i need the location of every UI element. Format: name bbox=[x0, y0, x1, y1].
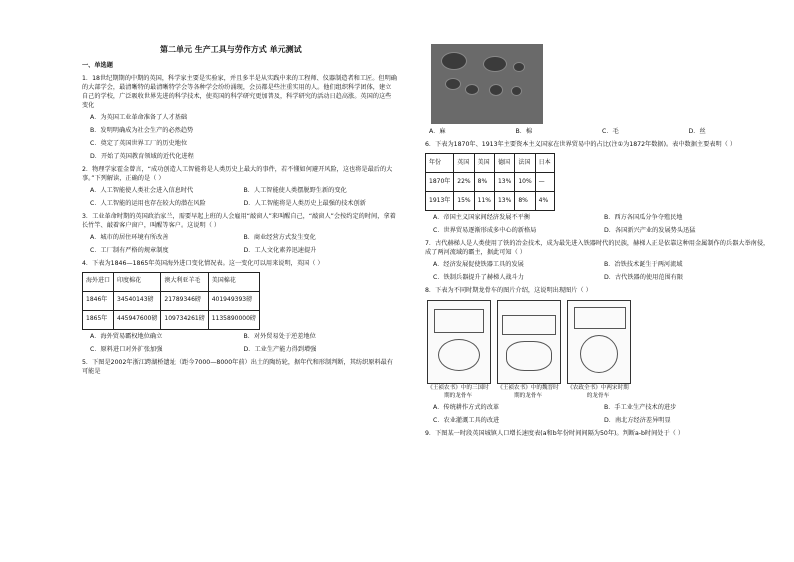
table-cell: 德国 bbox=[494, 153, 514, 172]
table-cell: 印度棉花 bbox=[114, 272, 161, 291]
question-2 bbox=[82, 166, 397, 209]
question-3 bbox=[82, 213, 397, 256]
question-4-option-c: C．原料进口对外扩张加强 bbox=[90, 345, 163, 353]
question-8-option-c: C．农业灌溉工具的改进 bbox=[433, 416, 500, 424]
question-8-option-a: A．传统耕作方式的改革 bbox=[433, 403, 500, 411]
question-3-option-d: D．工人文化素养迅速提升 bbox=[243, 246, 317, 254]
question-1-option-a: A．为英国工业革命准备了人才基础 bbox=[90, 113, 188, 121]
question-9 bbox=[425, 430, 775, 439]
table-row bbox=[426, 191, 555, 210]
table-cell: 10% bbox=[515, 172, 535, 191]
table-cell: 1865年 bbox=[83, 310, 114, 329]
table-cell: 445947600磅 bbox=[114, 310, 161, 329]
question-3-option-a: A．城市的居住环境有所改善 bbox=[90, 233, 169, 241]
question-6-option-b: B．西方各国瓜分争夺殖民地 bbox=[604, 213, 683, 221]
left-column bbox=[82, 44, 397, 377]
table-cell: 英国 bbox=[454, 153, 474, 172]
question-7-option-d: D．古代铁器的使用范围有限 bbox=[604, 273, 684, 281]
table-row bbox=[426, 153, 555, 172]
question-6-stem: 6．下表为1870年、1913年主要资本主义国家在世界贸易中的占比(注①为1872年数据)。表中数据主要表明（ ） bbox=[425, 140, 737, 148]
table-cell: 1913年 bbox=[426, 191, 454, 210]
question-6-option-a: A．帝国主义国家间经济发展不平衡 bbox=[433, 213, 531, 221]
question-4 bbox=[82, 260, 397, 355]
question-2-option-b: B．人工智能使人类摆脱野生新的变化 bbox=[243, 186, 347, 194]
table-cell: 401949393磅 bbox=[208, 291, 259, 310]
question-2-option-c: C．人工智能的运用也存在较大的潜在风险 bbox=[90, 199, 206, 207]
table-cell: 美国 bbox=[474, 153, 494, 172]
table-cell: 109734261磅 bbox=[161, 310, 208, 329]
question-7-option-c: C．铁制兵器提升了赫梯人战斗力 bbox=[433, 273, 524, 281]
spindle-whorl-photo bbox=[431, 44, 543, 124]
table-cell: 21789346磅 bbox=[161, 291, 208, 310]
table-cell: 8% bbox=[474, 172, 494, 191]
table-cell: 年份 bbox=[426, 153, 454, 172]
trade-share-table bbox=[425, 153, 555, 211]
table-cell: 澳大利亚羊毛 bbox=[161, 272, 208, 291]
table-cell: 美国棉花 bbox=[208, 272, 259, 291]
section-heading: 一、单选题 bbox=[82, 62, 113, 69]
question-7-option-a: A．经济发展促使铁器工具的发展 bbox=[433, 260, 524, 268]
waterwheel-drawing bbox=[427, 300, 491, 384]
table-row bbox=[83, 310, 260, 329]
spindle-whorl-image bbox=[489, 84, 503, 96]
question-8 bbox=[425, 287, 775, 426]
table-cell: 34540143磅 bbox=[114, 291, 161, 310]
table-cell: 11% bbox=[474, 191, 494, 210]
question-4-option-a: A．海外贸易霸权地位确立 bbox=[90, 332, 163, 340]
question-7 bbox=[425, 240, 775, 283]
table-row bbox=[83, 291, 260, 310]
question-1 bbox=[82, 75, 397, 162]
table-cell: 15% bbox=[454, 191, 474, 210]
question-2-stem: 2．物理学家霍金曾言，“成功创造人工智能将是人类历史上最大的事件，若不懂如何避开风险，这也将是最后的大事。”下列解读，正确的是（ ） bbox=[82, 165, 393, 182]
question-5-option-b: B．棉 bbox=[515, 128, 533, 135]
spindle-whorl-image bbox=[465, 84, 479, 95]
question-5-option-d: D．丝 bbox=[688, 128, 706, 135]
table-cell: 13% bbox=[494, 191, 514, 210]
table-cell: 4% bbox=[535, 191, 554, 210]
table-cell: 1135890000磅 bbox=[208, 310, 259, 329]
question-5 bbox=[82, 359, 397, 377]
question-5-options bbox=[429, 128, 775, 137]
question-5-option-c: C．毛 bbox=[602, 128, 619, 135]
drawing-caption: 《王祯农书》中的魏晋时期的龙骨车 bbox=[497, 384, 559, 400]
question-3-option-b: B．商业经营方式发生变化 bbox=[243, 233, 316, 241]
question-7-option-b: B．冶铁技术诞生于两河流域 bbox=[604, 260, 683, 268]
table-cell: 1870年 bbox=[426, 172, 454, 191]
table-cell: 8% bbox=[515, 191, 535, 210]
question-2-option-a: A．人工智能使人类社会进入信息时代 bbox=[90, 186, 194, 194]
table-cell: 日本 bbox=[535, 153, 554, 172]
spindle-whorl-image bbox=[511, 86, 522, 96]
question-5-option-a: A．麻 bbox=[429, 128, 446, 135]
waterwheel-drawings bbox=[427, 300, 775, 401]
import-table bbox=[82, 272, 260, 330]
table-cell: — bbox=[535, 172, 554, 191]
question-5-stem: 5．下图是2002年浙江跨湖桥遗址（距今7000—8000年前）出土的陶纺轮，据年代和形制判断，其纺织原料最有可能是 bbox=[82, 358, 394, 375]
question-9-stem: 9．下图某一时段英国城镇人口增长速度表(a和b年份时间间隔为50年)。判断a-b时间处于（ ） bbox=[425, 429, 685, 437]
question-3-stem: 3．工业革命时期的英国政治家兰，需要早起上班的人会雇用“敲窗人”来叫醒自己，“敲窗人”会按约定的时间，拿着长竹竿、敲着客户窗户，叫醒等客户。这说明（ ） bbox=[82, 212, 396, 229]
question-8-stem: 8．下表为不同时期龙骨车的图片介绍，这说明出现图片（ ） bbox=[425, 286, 592, 294]
waterwheel-drawing bbox=[567, 300, 631, 384]
question-4-option-b: B．对外贸易处于逆差地位 bbox=[243, 332, 316, 340]
question-1-option-b: B．发明明确成为社会生产的必然趋势 bbox=[90, 126, 194, 134]
question-8-option-d: D．南北方经济差异明显 bbox=[604, 416, 671, 424]
drawing-caption: 《农政全书》中两宋时期的龙骨车 bbox=[567, 384, 629, 400]
table-cell: 海外进口 bbox=[83, 272, 114, 291]
table-cell: 1846年 bbox=[83, 291, 114, 310]
table-row bbox=[83, 272, 260, 291]
drawing-caption: 《王祯农书》中的三国时期的龙骨车 bbox=[427, 384, 489, 400]
question-6-option-c: C．世界贸易逐渐形成多中心的新格局 bbox=[433, 226, 537, 234]
spindle-whorl-image bbox=[445, 78, 461, 90]
question-4-option-d: D．工业生产能力得到增强 bbox=[243, 345, 317, 353]
question-7-stem: 7．古代赫梯人是人类使用了铁的冶金技术，成为最先进入铁器时代的民族，赫梯人正是依靠这种用金属制作的兵器大举南侵，成了两河流域的霸主，据此可知（ ） bbox=[425, 239, 770, 256]
question-2-option-d: D．人工智能将是人类历史上最强的技术创新 bbox=[243, 199, 366, 207]
question-1-option-d: D．开始了英国教育领域的近代化进程 bbox=[90, 152, 194, 160]
question-1-option-c: C．奠定了英国世界工厂的历史地位 bbox=[90, 139, 188, 147]
spindle-whorl-image bbox=[513, 62, 525, 72]
question-4-stem: 4．下表为1846—1865年英国海外进口变化情况表。这一变化可以用来说明，英国（ ） bbox=[82, 259, 324, 267]
exam-title: 第二单元 生产工具与劳作方式 单元测试 bbox=[160, 45, 302, 54]
waterwheel-drawing bbox=[497, 300, 561, 384]
table-row bbox=[426, 172, 555, 191]
question-1-stem: 1．18世纪期期的中期的英国，科学家主要是实验家，并且多半是从实践中来的工程师、仪器制造者和工匠。但明确的大部学会，最清晰特的最清晰特学会等各种学会纷纷涌现，会员都是些注重实用的人。他们组织科学团体，建立自己的学校，广泛吸收世界先进的科学技术，使英国的科学研究更加普及，科学研究的活动日趋高涨。英国的这些变化 bbox=[82, 74, 397, 109]
question-6 bbox=[425, 141, 775, 236]
table-cell: 13% bbox=[494, 172, 514, 191]
right-column bbox=[425, 44, 775, 439]
table-cell: 法国 bbox=[515, 153, 535, 172]
question-6-option-d: D．各国新兴产业的发展势头迅猛 bbox=[604, 226, 696, 234]
question-3-option-c: C．工厂制有严格的规章制度 bbox=[90, 246, 169, 254]
table-cell: 22% bbox=[454, 172, 474, 191]
spindle-whorl-image bbox=[441, 52, 467, 70]
question-8-option-b: B．手工业生产技术的进步 bbox=[604, 403, 677, 411]
spindle-whorl-image bbox=[483, 56, 507, 72]
